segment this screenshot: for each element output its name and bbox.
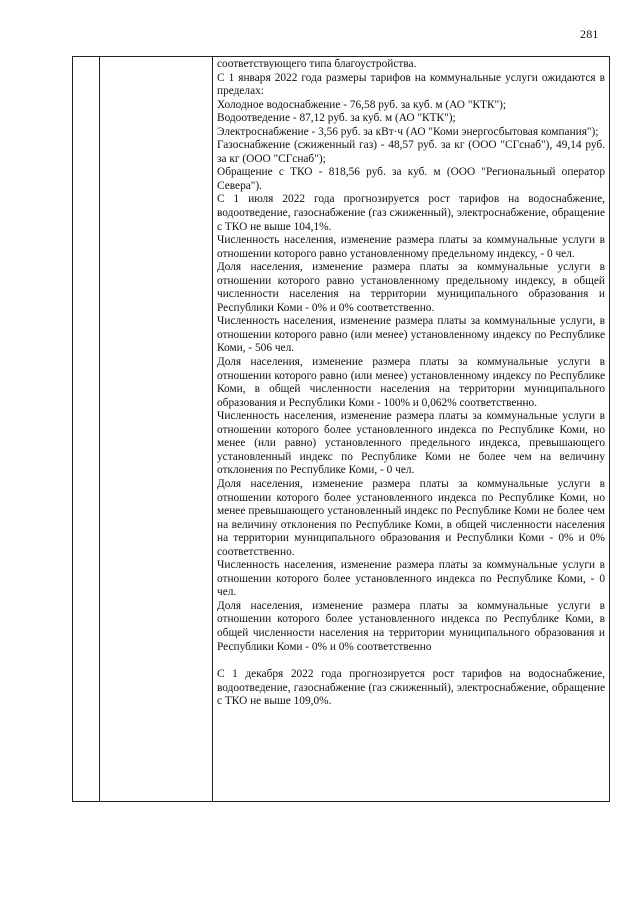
table-cell-text: [217, 58, 605, 709]
paragraph: С 1 июля 2022 года прогнозируется рост тарифов на водоснабжение, водоотведение, газоснабжение (газ сжиженный), электроснабжение, обращение с ТКО не выше 104,1%.: [217, 193, 605, 233]
paragraph: Численность населения, изменение размера платы за коммунальные услуги в отношении которого равно установленному предельному индексу, - 0 чел.: [217, 234, 605, 260]
paragraph: Доля населения, изменение размера платы за коммунальные услуги в отношении которого более установленного индекса по Республике Коми, в общей численности населения на территории муниципального образования и Республики Коми - 0% и 0% соответственно: [217, 599, 605, 653]
document-table: [72, 56, 610, 802]
paragraph: Доля населения, изменение размера платы за коммунальные услуги в отношении которого равно установленному предельному индексу, в общей численности населения на территории муниципального образования и Республики Коми - 0% и 0% соответственно.: [217, 261, 605, 314]
paragraph: Доля населения, изменение размера платы за коммунальные услуги в отношении которого более установленного индекса по Республике Коми, но менее превышающего установленный индекс по Республике Коми не более чем на величину отклонения по Республике Коми, в общей численности населения на территории муниципального образования и Республики Коми - 0% и 0% соответственно.: [217, 477, 605, 558]
page-number: 281: [580, 27, 599, 41]
paragraph: Численность населения, изменение размера платы за коммунальные услуги в отношении которого более установленного индекса по Республике Коми, - 0 чел.: [217, 559, 605, 599]
paragraph: Численность населения, изменение размера платы за коммунальные услуги в отношении которого более установленного индекса по Республике Коми, но менее (или равно) установленного предельного индекса, превышающего установленный индекс по Республике Коми не более чем на величину отклонения по Республике Коми, - 0 чел.: [217, 410, 605, 477]
paragraph: Холодное водоснабжение - 76,58 руб. за куб. м (АО "КТК");: [217, 98, 507, 111]
paragraph: Обращение с ТКО - 818,56 руб. за куб. м (ООО "Региональный оператор Севера").: [217, 166, 605, 192]
paragraph: С 1 января 2022 года размеры тарифов на коммунальные услуги ожидаются в пределах:: [217, 71, 605, 98]
paragraph: соответствующего типа благоустройства.: [217, 58, 417, 70]
blank-line: [217, 654, 605, 668]
column-divider-1: [99, 57, 100, 801]
paragraph: Газоснабжение (сжиженный газ) - 48,57 руб. за кг (ООО "СГснаб"), 49,14 руб. за кг (ООО "СГснаб");: [217, 139, 605, 165]
paragraph: Численность населения, изменение размера платы за коммунальные услуги, в отношении которого равно (или менее) установленному индексу по Республике Коми, - 506 чел.: [217, 315, 605, 355]
paragraph: Доля населения, изменение размера платы за коммунальные услуги в отношении которого равно (или менее) установленному индексу по Республике Коми, в общей численности населения на территории муниципального образования и Республики Коми - 100% и 0,062% соответственно.: [217, 356, 605, 409]
paragraph: Электроснабжение - 3,56 руб. за кВт·ч (АО "Коми энергосбытовая компания");: [217, 125, 599, 138]
paragraph: Водоотведение - 87,12 руб. за куб. м (АО "КТК");: [217, 112, 456, 125]
column-divider-2: [212, 57, 213, 801]
paragraph: С 1 декабря 2022 года прогнозируется рост тарифов на водоснабжение, водоотведение, газоснабжение (газ сжиженный), электроснабжение, обращение с ТКО не выше 109,0%.: [217, 668, 605, 708]
